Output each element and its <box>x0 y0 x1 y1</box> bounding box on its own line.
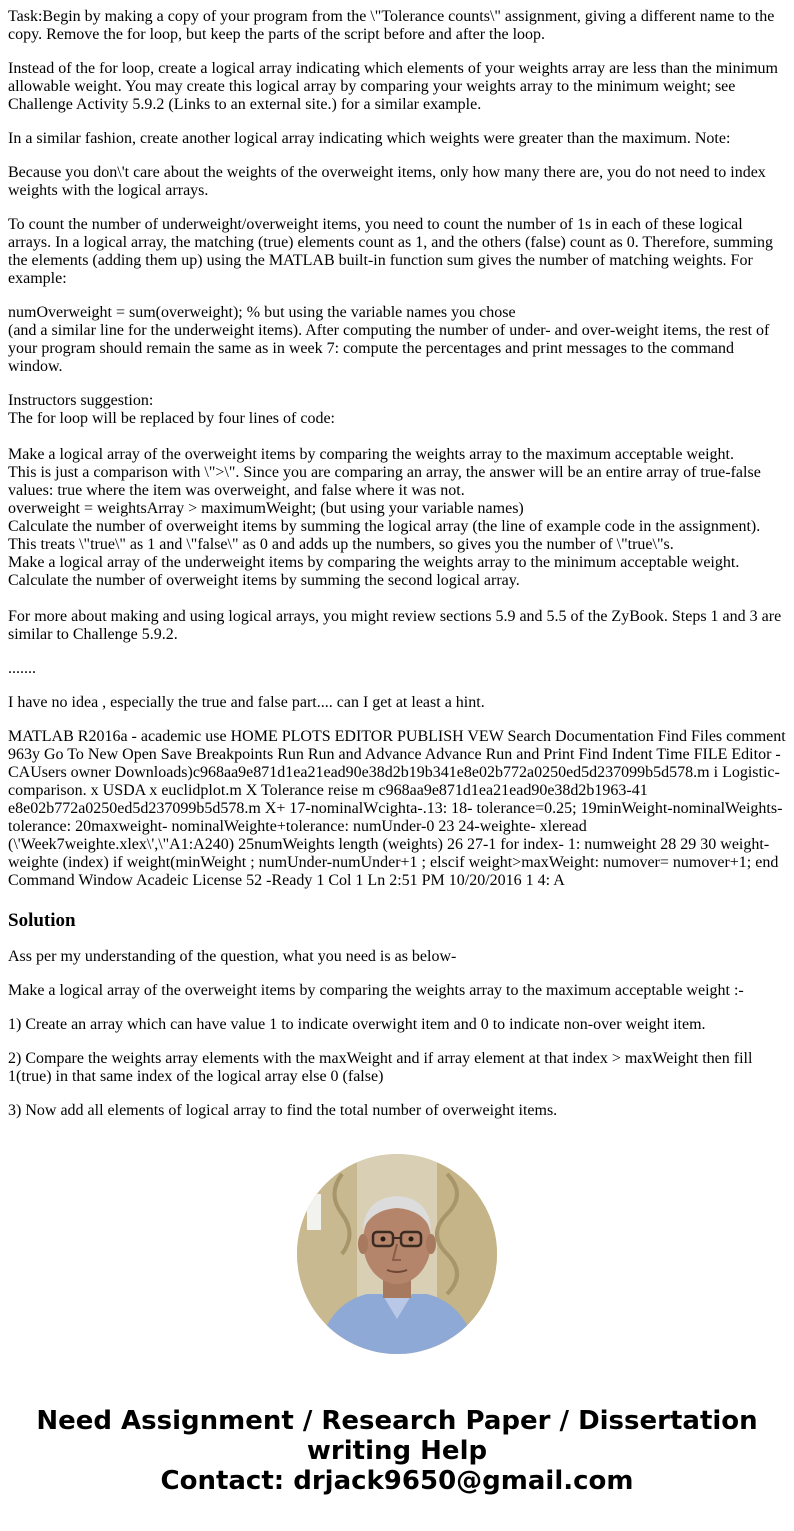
question-section <box>8 8 786 890</box>
solution-paragraph: Make a logical array of the overweight items by comparing the weights array to the maximum acceptable weight :- <box>8 982 744 999</box>
student-comment: I have no idea , especially the true and false part.... can I get at least a hint. <box>8 694 485 711</box>
suggestion-line: This is just a comparison with \">\". Since you are comparing an array, the answer will be an entire array of true-false values: true where the item was overweight, and false where it was not. <box>8 464 761 499</box>
instruction-paragraph: Instead of the for loop, create a logical array indicating which elements of your weights array are less than the minimum allowable weight. You may create this logical array by comparing your weights array to the minimum weight; see Challenge Activity 5.9.2 (Links to an external site.) for a similar example. <box>8 60 778 113</box>
promo-line: writing Help <box>306 1436 488 1466</box>
promo-banner <box>8 1406 786 1496</box>
solution-heading: Solution <box>8 910 76 931</box>
instruction-paragraph: To count the number of underweight/overweight items, you need to count the number of 1s in each of these logical arrays. In a logical array, the matching (true) elements count as 1, and the others (false) count as 0. Therefore, summing the elements (adding them up) using the MATLAB built-in function sum gives the number of matching weights. For example: <box>8 216 774 287</box>
promo-contact: Contact: drjack9650@gmail.com <box>160 1466 634 1496</box>
page-content <box>0 8 794 1496</box>
person-photo-icon <box>297 1154 497 1354</box>
solution-step: 1) Create an array which can have value 1 to indicate overwight item and 0 to indicate non-over weight item. <box>8 1016 706 1033</box>
solution-step: 3) Now add all elements of logical array to find the total number of overweight items. <box>8 1102 558 1119</box>
example-code: numOverweight = sum(overweight); % but using the variable names you chose <box>8 304 516 321</box>
suggestion-line: Instructors suggestion: <box>8 392 154 409</box>
suggestion-spacer <box>8 428 786 446</box>
example-paragraph <box>8 304 786 376</box>
suggestion-line: overweight = weightsArray > maximumWeight; (but using your variable names) <box>8 500 524 517</box>
suggestion-line: The for loop will be replaced by four lines of code: <box>8 410 335 427</box>
suggestion-line: Calculate the number of overweight items by summing the logical array (the line of example code in the assignment). This treats \"true\" as 1 and \"false\" as 0 and adds up the numbers, so gives you the number of \"true\"s. <box>8 518 761 553</box>
suggestion-line: Calculate the number of overweight items by summing the second logical array. <box>8 572 520 589</box>
avatar-container <box>8 1154 786 1354</box>
suggestion-line: Make a logical array of the overweight items by comparing the weights array to the maximum acceptable weight. <box>8 446 734 463</box>
separator-dots: ....... <box>8 660 36 677</box>
matlab-screenshot-text: MATLAB R2016a - academic use HOME PLOTS EDITOR PUBLISH VEW Search Documentation Find Files comment 963y Go To New Open Save Breakpoints Run Run and Advance Advance Run and Print Find Indent Time FILE Editor - CAUsers owner Downloads)c968aa9e871d1ea21ead90e38d2b19b341e8e02b772a0250ed5d237099b5d578.m i Logistic-comparison. x USDA x euclidplot.m X Tolerance reise m c968aa9e871d1ea21ead90e38d2b1963-41 e8e02b772a0250ed5d237099b5d578.m X+ 17-nominalWcighta-.13: 18- tolerance=0.25; 19minWeight-nominalWeights-tolerance: 20maxweight- nominalWeighte+tolerance: numUnder-0 23 24-weighte- xleread (\'Week7weighte.xlex\',\"A1:A240) 25numWeights length (weights) 26 27-1 for index- 1: numweight 28 29 30 weight-weighte (index) if weight(minWeight ; numUnder-numUnder+1 ; elscif weight>maxWeight: numover= numover+1; end Command Window Acadeic License 52 -Ready 1 Col 1 Ln 2:51 PM 10/20/2016 1 4: A <box>8 728 786 889</box>
suggestion-line: For more about making and using logical arrays, you might review sections 5.9 and 5.5 of the ZyBook. Steps 1 and 3 are similar to Challenge 5.9.2. <box>8 608 782 643</box>
promo-line: Need Assignment / Research Paper / Dissertation <box>36 1406 758 1436</box>
solution-paragraph: Ass per my understanding of the question, what you need is as below- <box>8 948 457 965</box>
suggestion-spacer <box>8 590 786 608</box>
instructor-suggestion <box>8 392 786 644</box>
solution-section <box>8 911 786 1120</box>
instruction-paragraph: Because you don\'t care about the weights of the overweight items, only how many there are, you do not need to index weights with the logical arrays. <box>8 164 766 199</box>
suggestion-line: Make a logical array of the underweight items by comparing the weights array to the minimum acceptable weight. <box>8 554 740 571</box>
example-text: (and a similar line for the underweight items). After computing the number of under- and over-weight items, the rest of your program should remain the same as in week 7: compute the percentages and print messages to the command window. <box>8 322 770 375</box>
instruction-paragraph: In a similar fashion, create another logical array indicating which weights were greater than the maximum. Note: <box>8 130 731 147</box>
solution-step: 2) Compare the weights array elements with the maxWeight and if array element at that index > maxWeight then fill 1(true) in that same index of the logical array else 0 (false) <box>8 1050 753 1085</box>
task-paragraph: Task:Begin by making a copy of your program from the \"Tolerance counts\" assignment, giving a different name to the copy. Remove the for loop, but keep the parts of the script before and after the loop. <box>8 8 775 43</box>
